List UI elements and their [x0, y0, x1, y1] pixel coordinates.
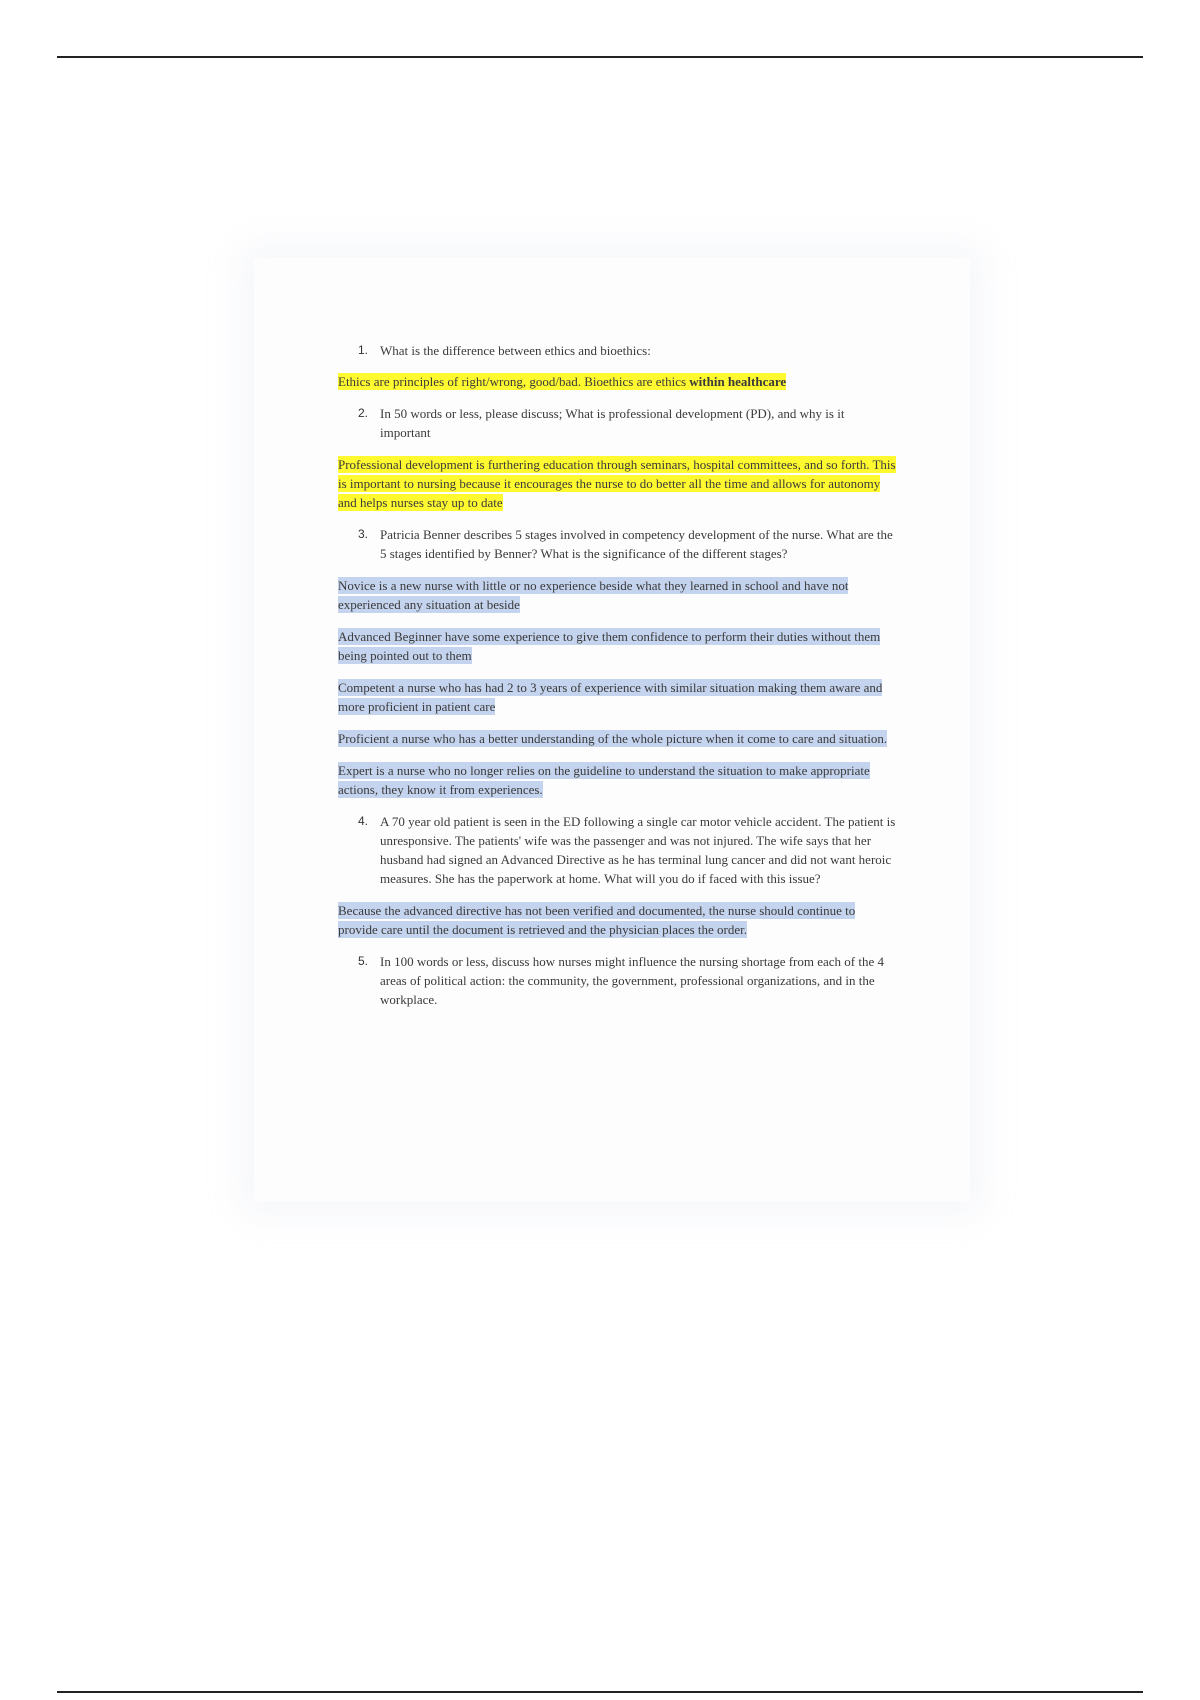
question-number: 3. [358, 527, 369, 541]
answer-text: Expert is a nurse who no longer relies on the guideline to understand the situation to make appropriate actions, they know it from experiences. [338, 763, 870, 797]
answer-text: Because the advanced directive has not been verified and documented, the nurse should continue to provide care until the document is retrieved and the physician places the order. [338, 903, 856, 937]
answer-2 [338, 455, 898, 512]
answer-text: Professional development is furthering education through seminars, hospital committees, and so forth. This is important to nursing because it encourages the nurse to do better all the time and allows for autonomy and helps nurses stay up to date [338, 457, 896, 510]
answer-3-advanced-beginner [338, 627, 898, 665]
document-content [338, 341, 898, 1022]
answer-3-proficient [338, 729, 898, 748]
answer-text: Ethics are principles of right/wrong, good/bad. Bioethics are ethics [338, 374, 690, 389]
question-1 [338, 341, 898, 360]
answer-4 [338, 901, 898, 939]
question-2 [338, 404, 898, 442]
question-text: Patricia Benner describes 5 stages involved in competency development of the nurse. What are the 5 stages identified by Benner? What is the significance of the different stages? [380, 527, 893, 561]
answer-text: Novice is a new nurse with little or no experience beside what they learned in school and have not experienced any situation at beside [338, 578, 849, 612]
question-text: What is the difference between ethics and bioethics: [380, 343, 651, 358]
answer-text: Advanced Beginner have some experience to give them confidence to perform their duties without them being pointed out to them [338, 629, 881, 663]
question-text: A 70 year old patient is seen in the ED following a single car motor vehicle accident. The patient is unresponsive. The patients' wife was the passenger and was not injured. The wife says that her husband had signed an Advanced Directive as he has terminal lung cancer and did not want heroic measures. She has the paperwork at home. What will you do if faced with this issue? [380, 814, 896, 886]
answer-3-competent [338, 678, 898, 716]
question-number: 4. [358, 814, 369, 828]
question-text: In 50 words or less, please discuss; What is professional development (PD), and why is it important [380, 406, 845, 440]
answer-1 [338, 372, 898, 391]
question-number: 1. [358, 343, 369, 357]
answer-text: Competent a nurse who has had 2 to 3 years of experience with similar situation making them aware and more proficient in patient care [338, 680, 883, 714]
question-3 [338, 525, 898, 563]
answer-bold-text: within healthcare [689, 374, 787, 389]
question-text: In 100 words or less, discuss how nurses might influence the nursing shortage from each of the 4 areas of political action: the community, the government, professional organizations, and in the workplace. [380, 954, 885, 1007]
highlighted-answer [338, 373, 786, 390]
answer-text: Proficient a nurse who has a better understanding of the whole picture when it come to care and situation. [338, 731, 888, 746]
question-number: 2. [358, 406, 369, 420]
question-4 [338, 812, 898, 888]
answer-3-novice [338, 576, 898, 614]
question-5 [338, 952, 898, 1009]
footer-rule [57, 1691, 1143, 1693]
answer-3-expert [338, 761, 898, 799]
header-rule [57, 56, 1143, 58]
question-number: 5. [358, 954, 369, 968]
